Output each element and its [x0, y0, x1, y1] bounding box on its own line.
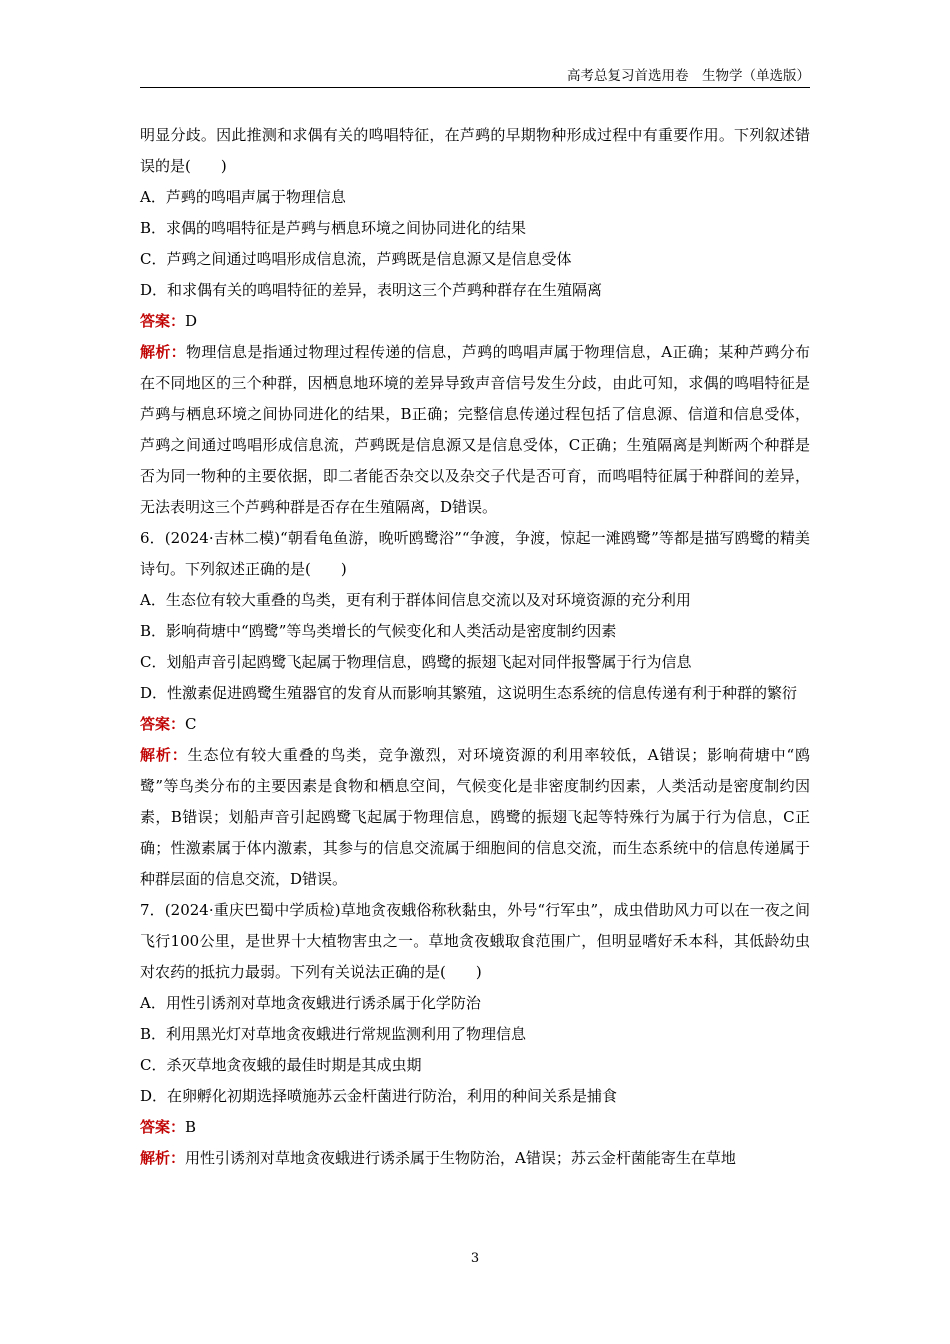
analysis-text: 物理信息是指通过物理过程传递的信息，芦鹀的鸣唱声属于物理信息，A正确；某种芦鹀分布在不同地区的三个种群，因栖息地环境的差异导致声音信号发生分歧，由此可知，求偶的鸣唱特征是芦鹀与栖息环境之间协同进化的结果，B正确；完整信息传递过程包括了信息源、信道和信息受体，芦鹀之间通过鸣唱形成信息流，芦鹀既是信息源又是信息受体，C正确；生殖隔离是判断两个种群是否为同一物种的主要依据，即二者能否杂交以及杂交子代是否可育，而鸣唱特征属于种群间的差异，无法表明这三个芦鹀种群是否存在生殖隔离，D错误。 — [140, 343, 810, 516]
answer-label: 答案： — [140, 715, 186, 733]
page-body — [140, 120, 810, 1174]
answer-label: 答案： — [140, 1118, 186, 1136]
analysis-label: 解析： — [140, 343, 186, 361]
q6-stem: 6．(2024·吉林二模)“朝看龟鱼游，晚听鸥鹭浴”“争渡，争渡，惊起一滩鸥鹭”等都是描写鸥鹭的精美诗句。下列叙述正确的是( ) — [140, 529, 810, 578]
answer-value: C — [185, 715, 197, 733]
analysis-text: 生态位有较大重叠的鸟类，竞争激烈，对环境资源的利用率较低，A错误；影响荷塘中“鸥鹭”等鸟类分布的主要因素是食物和栖息空间，气候变化是非密度制约因素，人类活动是密度制约因素，B错误；划船声音引起鸥鹭飞起属于物理信息，鸥鹭的振翅飞起等特殊行为属于行为信息，C正确；性激素属于体内激素，其参与的信息交流属于细胞间的信息交流，而生态系统中的信息传递属于种群层面的信息交流，D错误。 — [140, 746, 810, 888]
q6-option-c: C．划船声音引起鸥鹭飞起属于物理信息，鸥鹭的振翅飞起对同伴报警属于行为信息 — [140, 653, 692, 671]
q5-option-a: A．芦鹀的鸣唱声属于物理信息 — [140, 188, 346, 206]
q5-stem-continued: 明显分歧。因此推测和求偶有关的鸣唱特征，在芦鹀的早期物种形成过程中有重要作用。下列叙述错误的是( ) — [140, 126, 810, 175]
q7-option-b: B．利用黑光灯对草地贪夜蛾进行常规监测利用了物理信息 — [140, 1025, 527, 1043]
q5-option-d: D．和求偶有关的鸣唱特征的差异，表明这三个芦鹀种群存在生殖隔离 — [140, 281, 603, 299]
q7-option-c: C．杀灭草地贪夜蛾的最佳时期是其成虫期 — [140, 1056, 422, 1074]
q6-answer — [140, 709, 810, 740]
q7-analysis — [140, 1143, 810, 1174]
q6-option-d: D．性激素促进鸥鹭生殖器官的发育从而影响其繁殖，这说明生态系统的信息传递有利于种群的繁衍 — [140, 684, 798, 702]
q5-analysis — [140, 337, 810, 523]
analysis-text: 用性引诱剂对草地贪夜蛾进行诱杀属于生物防治，A错误；苏云金杆菌能寄生在草地 — [185, 1149, 736, 1167]
answer-label: 答案： — [140, 312, 186, 330]
running-header: 高考总复习首选用卷 生物学（单选版） — [567, 68, 810, 84]
header-rule — [140, 87, 810, 88]
q5-option-c: C．芦鹀之间通过鸣唱形成信息流，芦鹀既是信息源又是信息受体 — [140, 250, 572, 268]
answer-value: B — [185, 1118, 197, 1136]
answer-value: D — [185, 312, 198, 330]
q7-answer — [140, 1112, 810, 1143]
q7-option-d: D．在卵孵化初期选择喷施苏云金杆菌进行防治，利用的种间关系是捕食 — [140, 1087, 618, 1105]
analysis-label: 解析： — [140, 746, 188, 764]
analysis-label: 解析： — [140, 1149, 186, 1167]
q6-option-a: A．生态位有较大重叠的鸟类，更有利于群体间信息交流以及对环境资源的充分利用 — [140, 591, 691, 609]
q7-option-a: A．用性引诱剂对草地贪夜蛾进行诱杀属于化学防治 — [140, 994, 481, 1012]
q5-option-b: B．求偶的鸣唱特征是芦鹀与栖息环境之间协同进化的结果 — [140, 219, 527, 237]
q5-answer — [140, 306, 810, 337]
q6-option-b: B．影响荷塘中“鸥鹭”等鸟类增长的气候变化和人类活动是密度制约因素 — [140, 622, 617, 640]
page-number: 3 — [470, 1251, 480, 1266]
q7-stem: 7．(2024·重庆巴蜀中学质检)草地贪夜蛾俗称秋黏虫，外号“行军虫”，成虫借助风力可以在一夜之间飞行100公里，是世界十大植物害虫之一。草地贪夜蛾取食范围广，但明显嗜好禾本科，其低龄幼虫对农药的抵抗力最弱。下列有关说法正确的是( ) — [140, 901, 810, 981]
q6-analysis — [140, 740, 810, 895]
